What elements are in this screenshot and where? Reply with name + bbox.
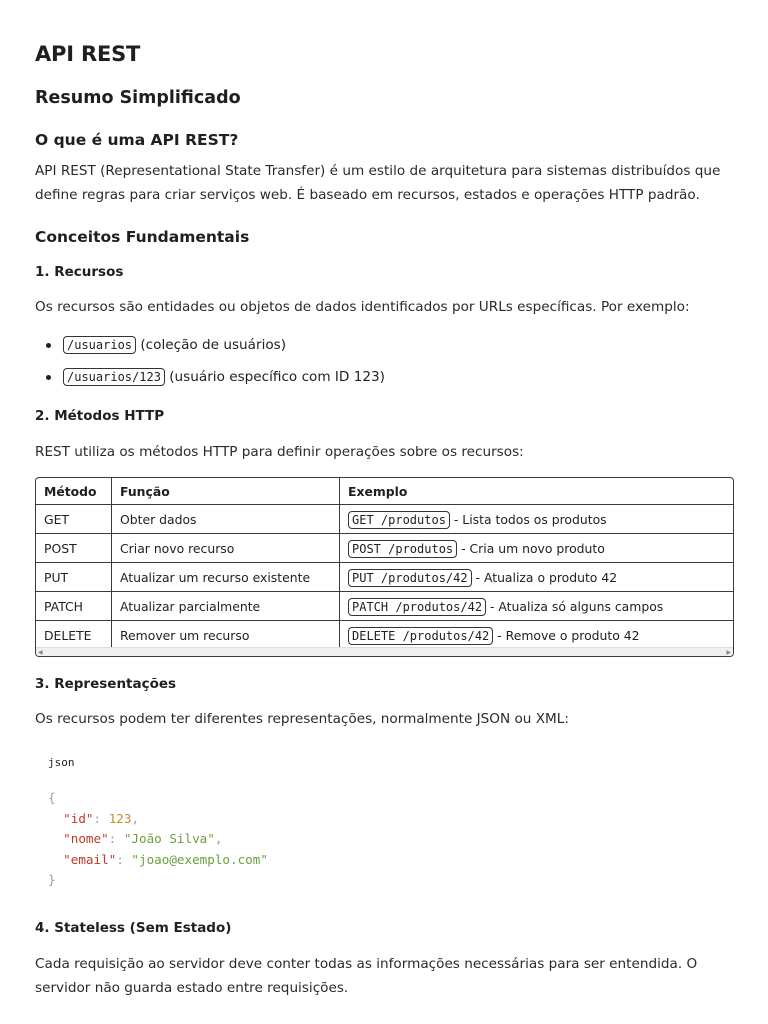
code-value: "João Silva": [123, 831, 215, 846]
cell-method: GET: [36, 505, 112, 534]
inline-code: PUT /produtos/42: [348, 569, 472, 587]
cell-method: POST: [36, 534, 112, 563]
example-desc: - Remove o produto 42: [497, 627, 640, 643]
page-subtitle: Resumo Simplificado: [35, 88, 241, 108]
heading-resources: 1. Recursos: [35, 264, 124, 280]
paragraph-http-methods: REST utiliza os métodos HTTP para definir operações sobre os recursos:: [35, 444, 524, 460]
cell-example: [340, 534, 734, 563]
code-content: { "id": 123, "nome": "João Silva", "email": "joao@exemplo.com" }: [48, 790, 268, 887]
paragraph-what-is-rest: API REST (Representational State Transfer) é um estilo de arquitetura para sistemas distribuídos que define regras para criar serviços web. É baseado em recursos, estados e operações HTTP padrão.: [35, 163, 721, 203]
scroll-right-icon[interactable]: ▶: [726, 649, 731, 656]
example-desc: - Atualiza o produto 42: [475, 569, 618, 585]
table-row: [36, 534, 733, 563]
cell-method: PUT: [36, 563, 112, 592]
inline-code: /usuarios: [63, 336, 136, 354]
horizontal-scrollbar[interactable]: [36, 647, 733, 656]
list-item-desc: (usuário específico com ID 123): [169, 369, 385, 385]
methods-table: [36, 478, 733, 649]
list-item: [35, 335, 385, 367]
methods-table-container[interactable]: [35, 477, 734, 657]
code-key: "email": [63, 851, 117, 867]
cell-example: [340, 505, 734, 534]
inline-code: DELETE /produtos/42: [348, 627, 493, 645]
inline-code: GET /produtos: [348, 511, 450, 529]
code-language-label: json: [48, 756, 75, 769]
column-header-function: Função: [112, 478, 340, 505]
column-header-method: Método: [36, 478, 112, 505]
column-header-example: Exemplo: [340, 478, 734, 505]
cell-function: Obter dados: [112, 505, 340, 534]
inline-code: /usuarios/123: [63, 368, 165, 386]
example-desc: - Lista todos os produtos: [453, 511, 607, 527]
cell-function: Remover um recurso: [112, 621, 340, 650]
example-desc: - Atualiza só alguns campos: [490, 598, 664, 614]
code-value: 123: [108, 810, 132, 826]
inline-code: POST /produtos: [348, 540, 457, 558]
code-value: "joao@exemplo.com": [131, 851, 268, 867]
cell-method: PATCH: [36, 592, 112, 621]
code-block: [35, 740, 732, 890]
code-key: "id": [63, 810, 94, 826]
cell-example: [340, 563, 734, 592]
code-brace-open: {: [48, 790, 56, 805]
scroll-left-icon[interactable]: ◀: [38, 649, 43, 656]
cell-example: [340, 592, 734, 621]
cell-function: Atualizar um recurso existente: [112, 563, 340, 592]
heading-representations: 3. Representações: [35, 676, 177, 692]
code-key: "nome": [63, 831, 109, 846]
cell-function: Criar novo recurso: [112, 534, 340, 563]
heading-http-methods: 2. Métodos HTTP: [35, 408, 165, 424]
example-desc: - Cria um novo produto: [461, 540, 605, 556]
heading-stateless: 4. Stateless (Sem Estado): [35, 920, 232, 936]
cell-function: Atualizar parcialmente: [112, 592, 340, 621]
table-row: [36, 505, 733, 534]
table-row: [36, 621, 733, 650]
cell-example: [340, 621, 734, 650]
table-row: [36, 592, 733, 621]
list-item: [35, 367, 385, 399]
list-item-desc: (coleção de usuários): [140, 337, 287, 353]
heading-what-is-rest: O que é uma API REST?: [35, 131, 239, 149]
table-row: [36, 563, 733, 592]
resources-list: [35, 335, 385, 399]
table-header-row: [36, 478, 733, 505]
paragraph-stateless: Cada requisição ao servidor deve conter todas as informações necessárias para ser entendida. O servidor não guarda estado entre requisições.: [35, 956, 698, 996]
paragraph-resources: Os recursos são entidades ou objetos de dados identificados por URLs específicas. Por exemplo:: [35, 299, 690, 315]
code-brace-close: }: [48, 872, 56, 887]
inline-code: PATCH /produtos/42: [348, 598, 486, 616]
cell-method: DELETE: [36, 621, 112, 650]
heading-concepts: Conceitos Fundamentais: [35, 228, 250, 246]
paragraph-representations: Os recursos podem ter diferentes representações, normalmente JSON ou XML:: [35, 711, 569, 727]
page-title: API REST: [35, 42, 141, 66]
